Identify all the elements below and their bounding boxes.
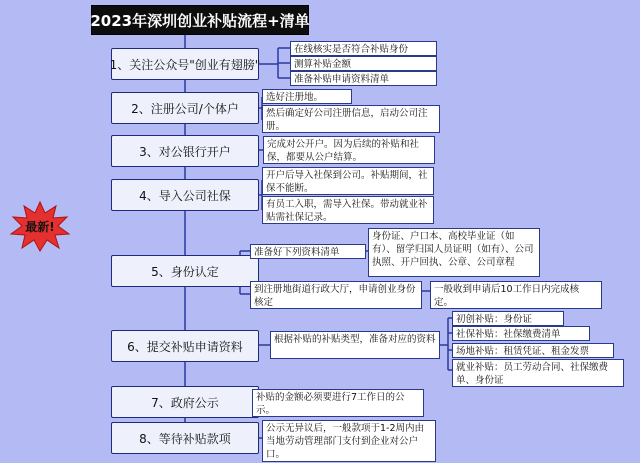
step-6-submit-application: 6、提交补贴申请资料 (111, 330, 259, 362)
step-4-import-social-security: 4、导入公司社保 (111, 179, 259, 211)
note-prepare-list: 准备补贴申请资料清单 (290, 71, 437, 86)
note-calc-amount: 测算补贴金额 (290, 56, 437, 71)
note-startup-subsidy: 初创补贴：身份证 (452, 311, 564, 326)
note-import-insurance: 开户后导入社保到公司。补贴期间，社保不能断。 (262, 167, 434, 195)
step-3-open-bank-account: 3、对公银行开户 (111, 135, 259, 167)
note-document-list: 身份证、户口本、高校毕业证（如有）、留学归国人员证明（如有）、公司执照、开户回执、公章、公司章程 (368, 228, 540, 277)
note-prepare-by-type: 根据补贴的补贴类型，准备对应的资料 (270, 331, 440, 359)
note-verify-eligibility: 在线核实是否符合补贴身份 (290, 41, 437, 56)
step-8-await-payment: 8、等待补贴款项 (111, 422, 259, 454)
step-5-identity-verification: 5、身份认定 (111, 255, 259, 287)
note-employee-insurance: 有员工入职，需导入社保。带动就业补贴需社保记录。 (262, 196, 434, 224)
page-title: 2023年深圳创业补贴流程+清单 (91, 5, 309, 35)
note-start-registration: 然后确定好公司注册信息，启动公司注册。 (262, 105, 440, 133)
note-prepare-documents: 准备好下列资料清单 (250, 244, 366, 259)
badge-label: 最新! (25, 220, 55, 234)
note-verification-time: 一般收到申请后10工作日内完成核定。 (430, 281, 602, 309)
note-payment-timeline: 公示无异议后，一般款项于1-2周内由当地劳动管理部门支付到企业对公户口。 (262, 420, 436, 462)
step-2-register-company: 2、注册公司/个体户 (111, 92, 259, 124)
note-publicity-period: 补贴的金额必须要进行7工作日的公示。 (252, 389, 424, 417)
step-7-government-notice: 7、政府公示 (111, 386, 259, 418)
note-choose-location: 选好注册地。 (262, 89, 352, 104)
note-apply-identity: 到注册地街道行政大厅，申请创业身份核定 (250, 281, 422, 309)
note-venue-subsidy: 场地补贴：租赁凭证、租金发票 (452, 343, 614, 358)
note-social-security-subsidy: 社保补贴：社保缴费清单 (452, 326, 590, 341)
note-open-corporate-account: 完成对公开户。因为后续的补贴和社保，都要从公户结算。 (263, 136, 435, 164)
step-1-follow-account: 1、关注公众号"创业有翅膀" (111, 48, 259, 80)
note-employment-subsidy: 就业补贴：员工劳动合同、社保缴费单、身份证 (452, 359, 624, 387)
